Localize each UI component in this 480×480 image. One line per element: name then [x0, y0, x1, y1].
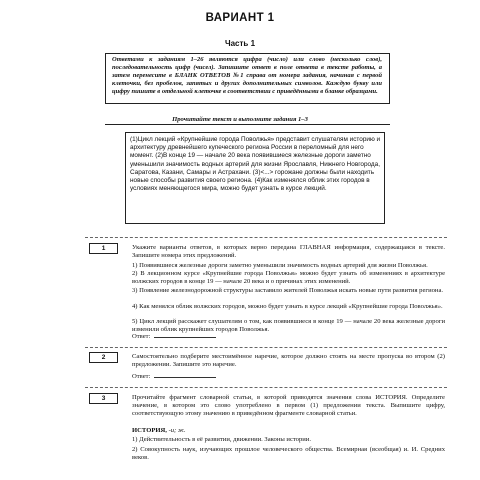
task-separator [85, 387, 447, 388]
reading-divider [105, 124, 390, 125]
task1-question: Укажите варианты ответов, в которых верно передана ГЛАВНАЯ информация, содержащаяся в тексте. Запишите номера этих предложений. [132, 244, 445, 260]
dictionary-grammar: -и; ж. [168, 427, 186, 434]
task-separator [85, 347, 447, 348]
task2-answer-field[interactable] [154, 377, 216, 378]
dictionary-headword [132, 427, 186, 434]
task3-question: Прочитайте фрагмент словарной статьи, в которой приводятся значения слова ИСТОРИЯ. Определите значение, в котором это слово употреблено в первом (1) предложении текста. Выпишите цифру, соответствующую этому значению в приведённом фрагменте словарной статьи. [132, 394, 445, 418]
task1-option: 4) Как менялся облик волжских городов, можно будет узнать в курсе лекций «Крупнейшие города Поволжья». [132, 303, 443, 310]
task1-answer-field[interactable] [154, 337, 216, 338]
task1-option: 3) Появление железнодорожной структуры заставило жителей Поволжья искать новые пути развития региона. [132, 287, 444, 294]
task1-option: 1) Появившиеся железные дороги заметно уменьшили значимость водных артерий для жизни Поволжья. [132, 262, 428, 269]
task2-question: Самостоятельно подберите местоимённое наречие, которое должно стоять на месте пропуска во втором (2) предложении. Запишите это наречие. [132, 353, 445, 369]
task-separator [85, 237, 447, 238]
instructions-text: Ответами к заданиям 1–26 являются цифра (число) или слово (несколько слов), последовательность цифр (чисел). Запишите ответ в поле ответа в тексте работы, а затем перенесите в БЛАНК ОТВЕТОВ №1 справа от номера задания, начиная с первой клеточки, без пробелов, запятых и других дополнительных символов. Каждую букву или цифру пишите в отдельной клеточке в соответствии с приведёнными в бланке образцами. [112, 56, 382, 96]
reading-heading: Прочитайте текст и выполните задания 1–3 [172, 116, 308, 123]
task-number-badge: 3 [89, 393, 118, 404]
answer-label: Ответ: [132, 333, 151, 340]
task1-option: 2) В лекционном курсе «Крупнейшие города Поволжья» можно будет узнать об изменениях в архитектуре волжских городов в конце 19 — начале 20 века и о причинах этих изменений. [132, 270, 445, 286]
part-title: Часть 1 [224, 39, 256, 48]
dictionary-meaning: 2) Совокупность наук, изучающих прошлое человеческого общества. Всемирная (всеобщая) и. И. Средних веков. [132, 446, 445, 462]
task-number-badge: 2 [89, 352, 118, 363]
reading-passage: (1)Цикл лекций «Крупнейшие города Поволжья» представит слушателям историю и архитектуру древнейшего купеческого региона России в переломный для него момент. (2)В конце 19 — начале 20 века появившиеся железные дороги заметно уменьшили значимость водных артерий для жизни Ярославля, Нижнего Новгорода, Саратова, Казани, Самары и Астрахани. (3)<...> горожане должны были находить новые способы развития своего региона. (4)Как изменялся облик этих городов в условиях меняющегося мира, можно будет узнать в курсе лекций. [130, 136, 381, 193]
task-number-badge: 1 [89, 243, 118, 254]
dictionary-meaning: 1) Действительность в её развитии, движении. Законы истории. [132, 436, 311, 443]
task2-answer-row [132, 373, 216, 380]
task1-option: 5) Цикл лекций расскажет слушателям о том, как появившиеся в конце 19 — начале 20 века железные дороги изменили облик крупнейших городов Поволжья. [132, 318, 445, 334]
dictionary-word: ИСТОРИЯ, [132, 427, 167, 434]
answer-label: Ответ: [132, 373, 151, 380]
variant-title: ВАРИАНТ 1 [205, 12, 275, 24]
